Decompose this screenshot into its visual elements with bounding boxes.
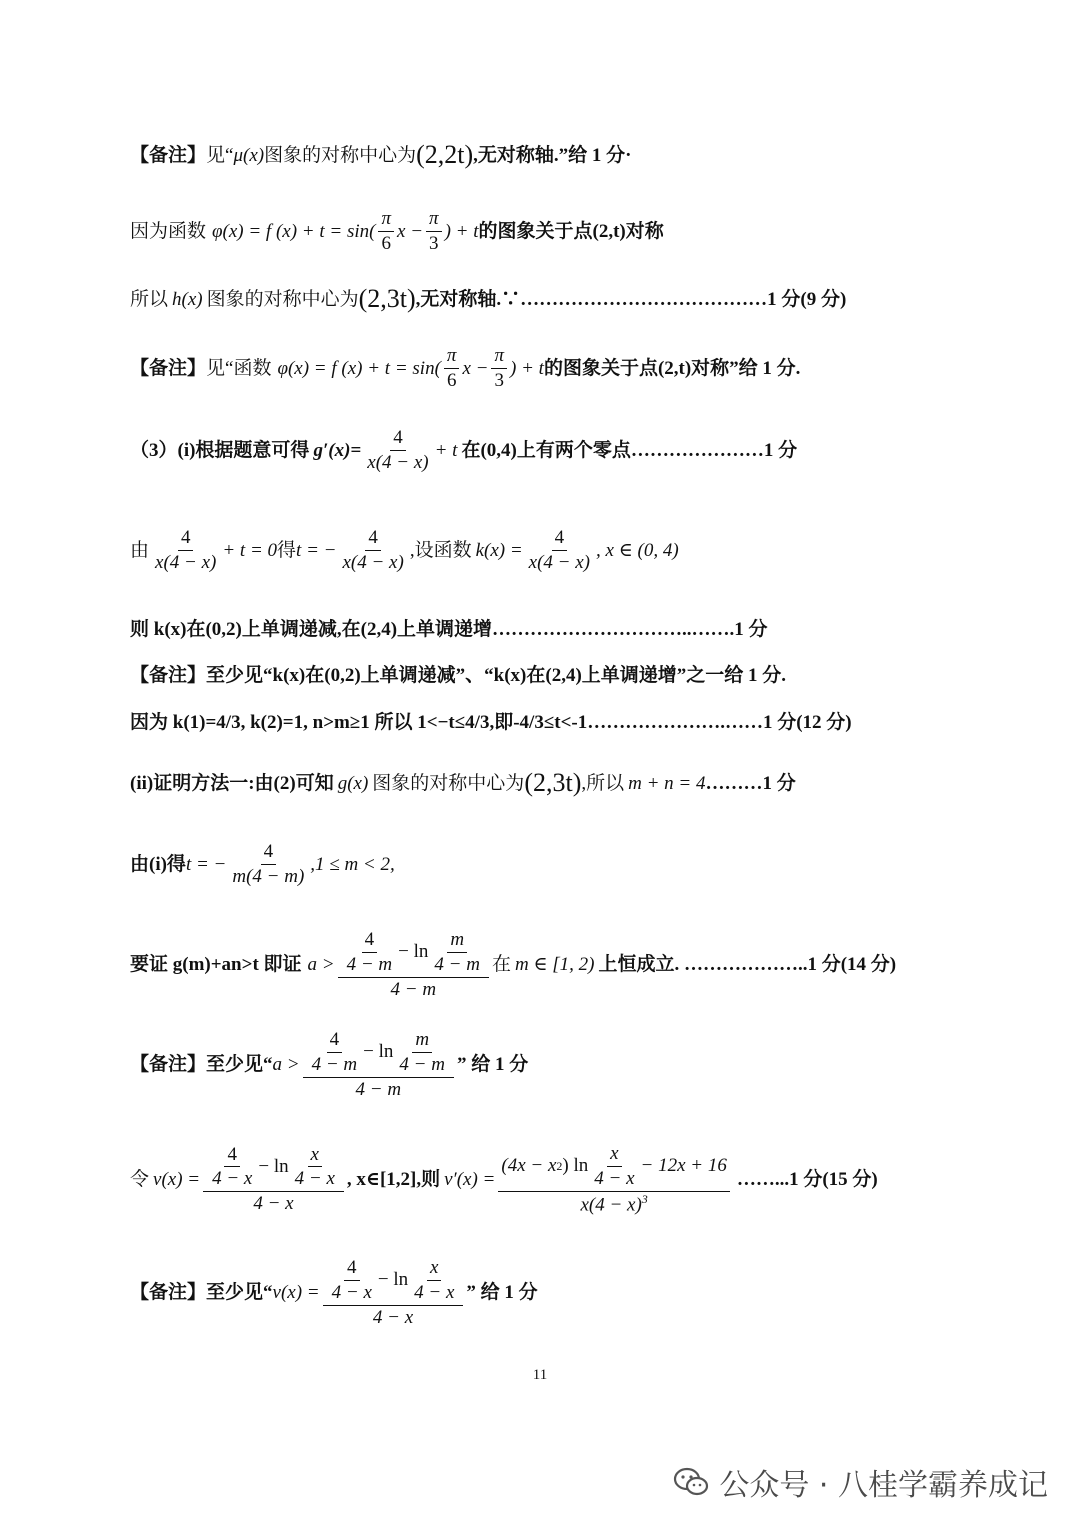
note-line-phi: 【备注】 见“函数 φ(x) = f (x) + t = sin( $\frac{\pi}{6}$ x − $\frac{\pi}{3}$ ) + t 的图象关于点(2,t)对称”给 1 分.: [130, 345, 801, 391]
fraction: $\frac{4}{x(4 - x)}$: [155, 527, 217, 573]
h-center-line: 所以 h(x) 图象的对称中心为 (2,3t) ,无对称轴.∵…………………………………1 分(9 分): [130, 284, 847, 313]
compound-fraction: $\frac{4}{4 - m}$ − ln $\frac{m}{4 - m}$ 4 − m: [338, 928, 489, 1001]
page-number: 11: [532, 1367, 548, 1383]
part3-i-line: （3）(i)根据题意可得 g′(x)= $\frac{4}{x(4 - x)}$ + t 在(0,4)上有两个零点…………………1 分: [130, 427, 798, 473]
monotonic-line: 则 k(x)在(0,2)上单调递减,在(2,4)上单调递增…………………………..…….1 分: [130, 619, 768, 640]
compound-fraction: $\frac{4}{4 - m}$ − ln $\frac{m}{4 - m}$ 4 − m: [303, 1028, 454, 1101]
note-tag: 【备注】: [130, 665, 207, 686]
note-tag: 【备注】: [130, 144, 207, 166]
fraction: $\frac{4}{x(4 - x)}$: [342, 527, 404, 573]
inequality-line: 要证 g(m)+an>t 即证 a > $\frac{4}{4 - m}$ − ln $\frac{m}{4 - m}$ 4 − m 在 m ∈ [1, 2) 上恒成立. ………………..1 分(14 分): [130, 929, 897, 1000]
fraction: $\frac{\pi}{6}$: [378, 207, 394, 256]
compound-fraction: $\frac{4}{4 - x}$ − ln $\frac{x}{4 - x}$ 4 − x: [323, 1256, 464, 1329]
range-t-line: 因为 k(1)=4/3, k(2)=1, n>m≥1 所以 1<−t≤4/3,即-4/3≤t<-1………………….……1 分(12 分): [130, 712, 852, 733]
note-line-v: 【备注】 至少见“ v(x) = $\frac{4}{4 - x}$ − ln $\frac{x}{4 - x}$ 4 − x ” 给 1 分: [130, 1257, 538, 1328]
fraction: $\frac{\pi}{3}$: [426, 207, 442, 256]
note-tag: 【备注】: [130, 357, 207, 379]
fraction: $\frac{4}{x(4 - x)}$: [528, 527, 591, 573]
note-tag: 【备注】: [130, 1054, 207, 1076]
fraction: $\frac{\pi}{3}$: [491, 344, 507, 393]
phi-function-line: 因为函数 φ(x) = f (x) + t = sin( $\frac{\pi}{6}$ x − $\frac{\pi}{3}$ ) + t 的图象关于点(2,t)对称: [130, 208, 664, 254]
note-tag: 【备注】: [130, 1282, 207, 1304]
wechat-icon: [673, 1467, 709, 1497]
derivative-fraction: (4x − x 2 ) ln $\frac{x}{4 - x}$ − 12x + 16 $x(4 - x)^3$: [498, 1142, 729, 1217]
t-of-m-line: 由(i)得 t = − $\frac{4}{m(4 - m)}$ ,1 ≤ m < 2,: [130, 841, 395, 887]
v-function-line: 令 v(x) = $\frac{4}{4 - x}$ − ln $\frac{x}{4 - x}$ 4 − x , x∈[1,2],则 v′(x) = (4x − x 2 ) ln $\frac{x}{4 - x}$ − 12x + 16 $x(4 - x)^3$ ……...1 分(15 分): [130, 1143, 878, 1215]
watermark-text: 公众号 · 八桂学霸养成记: [719, 1468, 1048, 1503]
note-line-mu: 【备注】 见“ μ(x) 图象的对称中心为 (2,2t) ,无对称轴.”给 1 分·: [130, 140, 632, 169]
compound-fraction: $\frac{4}{4 - x}$ − ln $\frac{x}{4 - x}$ 4 − x: [203, 1143, 344, 1216]
k-function-line: 由 $\frac{4}{x(4 - x)}$ + t = 0 得 t = − $\frac{4}{x(4 - x)}$ ,设函数 k(x) = $\frac{4}{x(4 - x)}$ , x ∈ (0, 4): [130, 527, 679, 573]
fraction: $\frac{4}{m(4 - m)}$: [232, 841, 305, 887]
note-line-inequality: 【备注】 至少见“ a > $\frac{4}{4 - m}$ − ln $\frac{m}{4 - m}$ 4 − m ” 给 1 分: [130, 1029, 529, 1100]
watermark: [673, 1460, 1048, 1504]
part3-ii-line: (ii)证明方法一:由(2)可知 g(x) 图象的对称中心为 (2,3t) ,所以 m + n = 4 ………1 分: [130, 768, 796, 797]
fraction: $\frac{4}{x(4 - x)}$: [367, 427, 429, 473]
fraction: $\frac{\pi}{6}$: [444, 344, 460, 393]
note-line-monotonic: 【备注】 至少见“k(x)在(0,2)上单调递减”、“k(x)在(2,4)上单调递增”之一给 1 分.: [130, 665, 787, 686]
